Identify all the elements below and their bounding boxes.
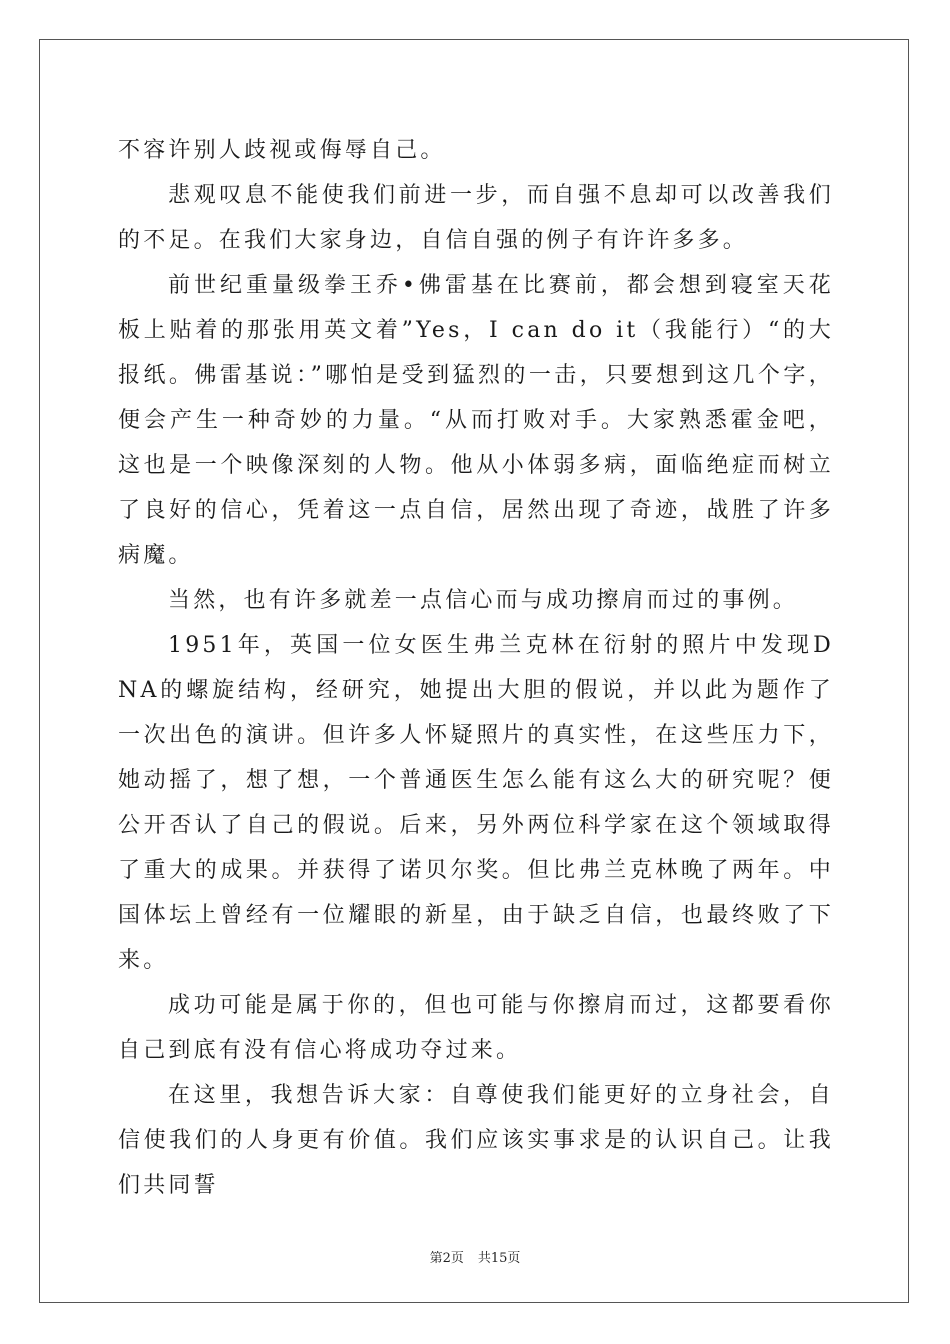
paragraph-7: 在这里，我想告诉大家：自尊使我们能更好的立身社会，自信使我们的人身更有价值。我们应该实事求是的认识自己。让我们共同誓 bbox=[118, 1083, 834, 1198]
document-body bbox=[118, 128, 834, 1208]
paragraph-4: 当然，也有许多就差一点信心而与成功擦肩而过的事例。 bbox=[168, 588, 799, 613]
paragraph-1: 不容许别人歧视或侮辱自己。 bbox=[118, 138, 446, 163]
page-total: 共15页 bbox=[477, 1251, 521, 1266]
page-number: 第2页 bbox=[429, 1251, 464, 1266]
paragraph-5: 1951年，英国一位女医生弗兰克林在衍射的照片中发现DNA的螺旋结构，经研究，她提出大胆的假说，并以此为题作了一次出色的演讲。但许多人怀疑照片的真实性，在这些压力下，她动摇了，想了想，一个普通医生怎么能有这么大的研究呢？便公开否认了自己的假说。后来，另外两位科学家在这个领域取得了重大的成果。并获得了诺贝尔奖。但比弗兰克林晚了两年。中国体坛上曾经有一位耀眼的新星，由于缺乏自信，也最终败了下来。 bbox=[118, 633, 834, 973]
paragraph-3: 前世纪重量级拳王乔•佛雷基在比赛前，都会想到寝室天花板上贴着的那张用英文着”Yes，I can do it（我能行）“的大报纸。佛雷基说：”哪怕是受到猛烈的一击，只要想到这几个字，便会产生一种奇妙的力量。“从而打败对手。大家熟悉霍金吧，这也是一个映像深刻的人物。他从小体弱多病，面临绝症而树立了良好的信心，凭着这一点自信，居然出现了奇迹，战胜了许多病魔。 bbox=[118, 273, 834, 568]
paragraph-6: 成功可能是属于你的，但也可能与你擦肩而过，这都要看你自己到底有没有信心将成功夺过来。 bbox=[118, 993, 834, 1063]
page-footer bbox=[0, 1247, 950, 1266]
paragraph-2: 悲观叹息不能使我们前进一步，而自强不息却可以改善我们的不足。在我们大家身边，自信自强的例子有许许多多。 bbox=[118, 183, 834, 253]
